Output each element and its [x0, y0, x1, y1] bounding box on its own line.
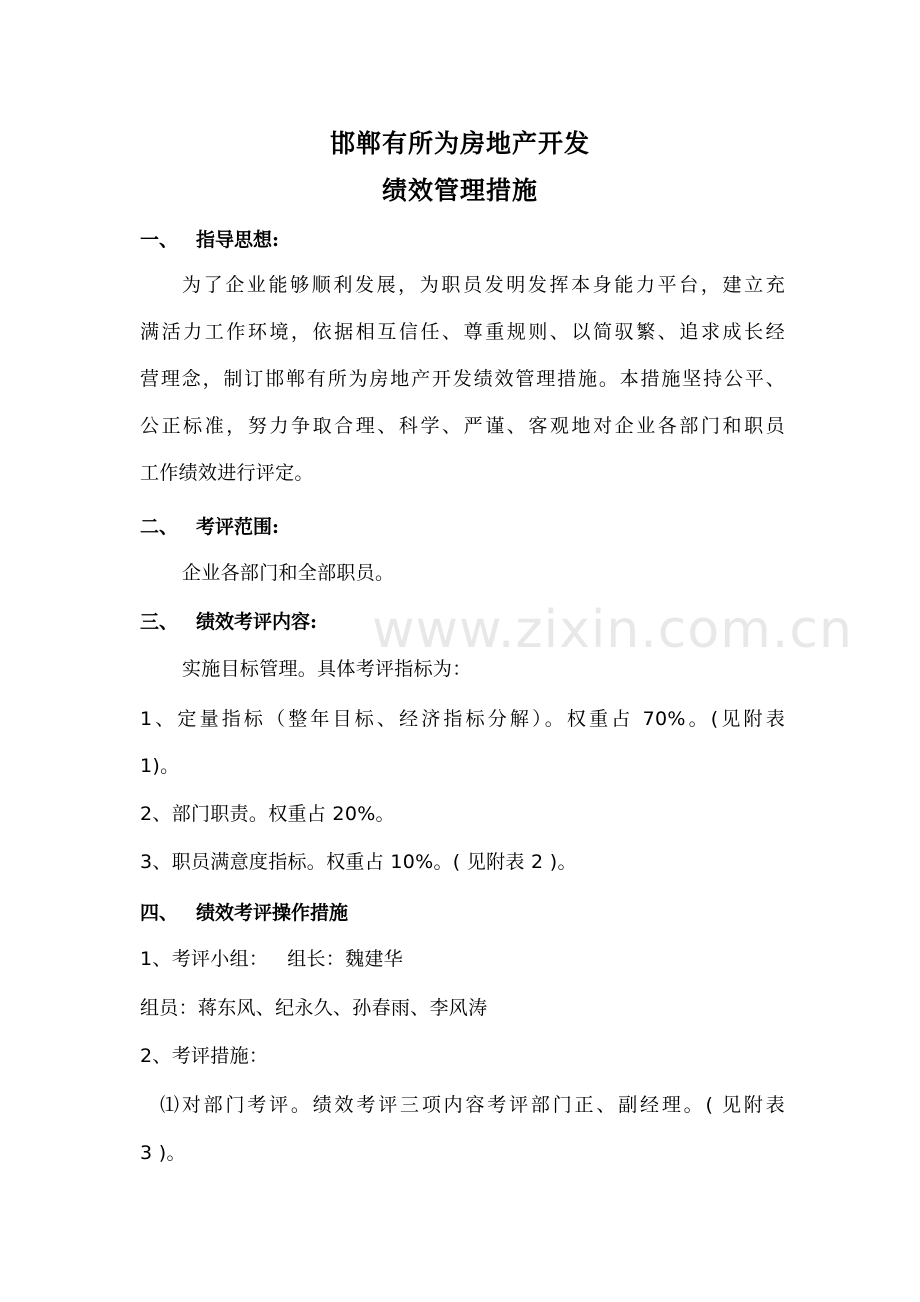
list-item-continuation: 3 )。 [140, 1142, 186, 1164]
section-heading-content [140, 607, 317, 634]
section-title: 指导思想: [196, 229, 280, 251]
document-title: 邯郸有所为房地产开发 [329, 129, 590, 158]
paragraph-line: 为了企业能够顺利发展，为职员发明发挥本身能力平台，建立充 [182, 274, 785, 296]
section-number: 二、 [140, 516, 179, 538]
section-heading-operation [140, 898, 348, 925]
section-title: 考评范围: [196, 516, 280, 538]
section-heading-guiding-thought [140, 225, 279, 252]
section-number: 四、 [140, 902, 179, 924]
list-item: 1、定量指标（整年目标、经济指标分解）。权重占 70%。(见附表 [140, 708, 785, 730]
list-item: ⑴对部门考评。绩效考评三项内容考评部门正、副经理。( 见附表 [160, 1094, 785, 1116]
paragraph-line: 实施目标管理。具体考评指标为： [182, 658, 472, 680]
section-title: 绩效考评内容: [196, 611, 318, 633]
section-title: 绩效考评操作措施 [196, 902, 349, 924]
list-item-continuation: 1)。 [140, 755, 180, 777]
list-item: 2、部门职责。权重占 20%。 [140, 803, 395, 825]
paragraph-line: 满活力工作环境，依据相互信任、尊重规则、以简驭繁、追求成长经 [140, 321, 785, 343]
paragraph-line: 企业各部门和全部职员。 [182, 562, 395, 584]
group-leader-line: 1、考评小组： 组长：魏建华 [140, 948, 404, 970]
list-item: 2、考评措施： [140, 1045, 269, 1067]
paragraph-line: 工作绩效进行评定。 [140, 462, 314, 484]
section-heading-scope [140, 512, 279, 539]
paragraph-line: 公正标准，努力争取合理、科学、严谨、客观地对企业各部门和职员 [140, 415, 785, 437]
section-number: 一、 [140, 229, 179, 251]
paragraph-line: 营理念，制订邯郸有所为房地产开发绩效管理措施。本措施坚持公平、 [140, 368, 785, 390]
list-item: 3、职员满意度指标。权重占 10%。( 见附表 2 )。 [140, 851, 577, 873]
document-subtitle: 绩效管理措施 [381, 176, 538, 205]
group-members-line: 组员：蒋东风、纪永久、孙春雨、李风涛 [140, 997, 488, 1019]
section-number: 三、 [140, 611, 179, 633]
watermark: www.zixin.com.cn [372, 600, 853, 660]
